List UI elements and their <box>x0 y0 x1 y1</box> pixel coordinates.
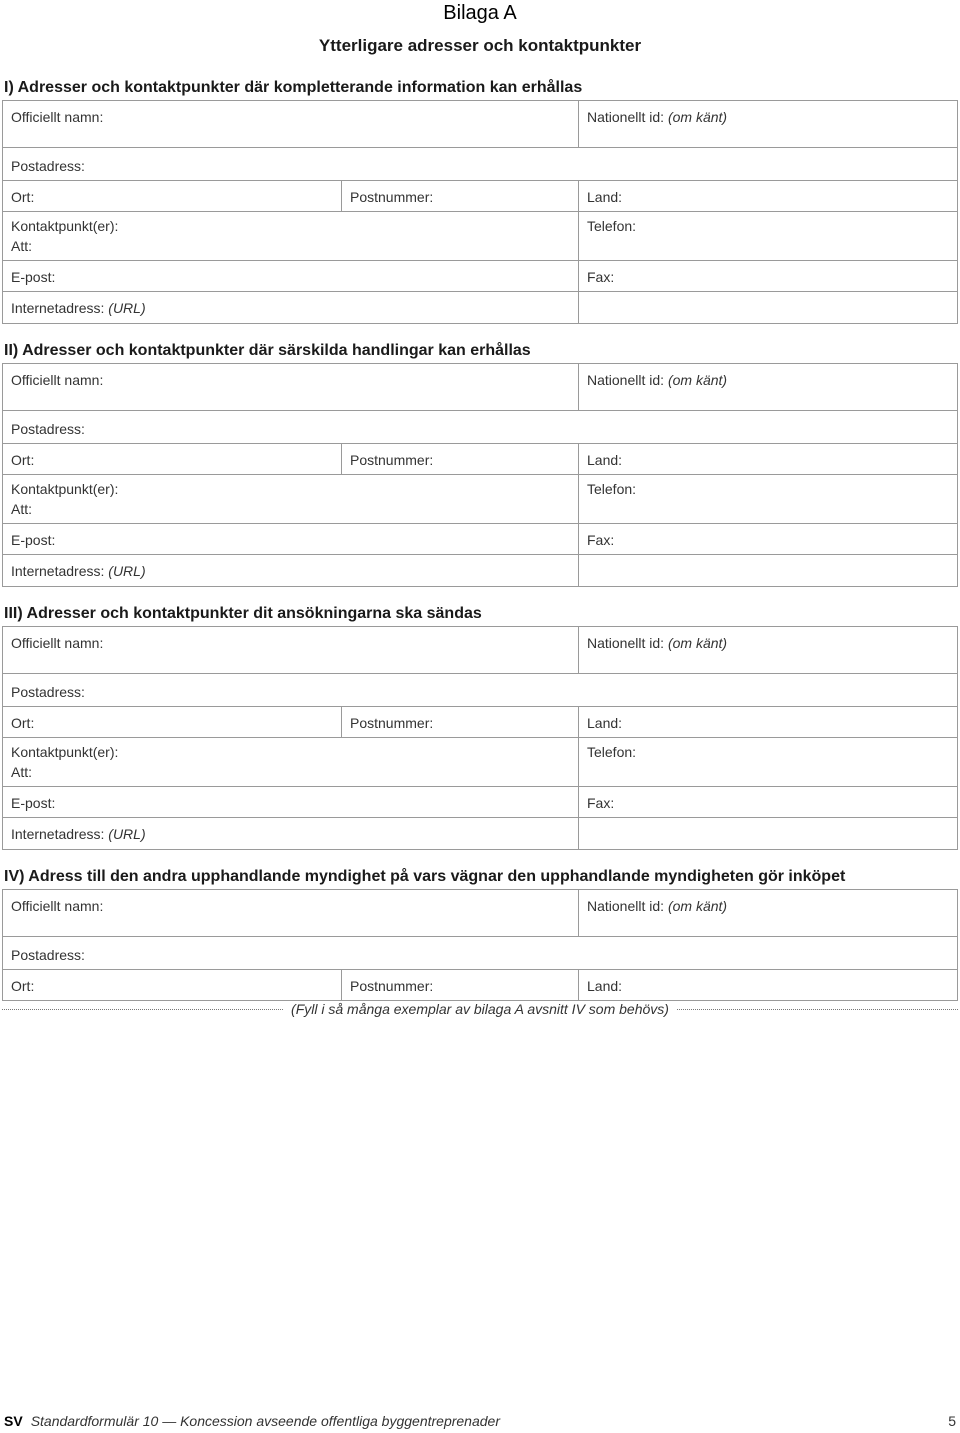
field-label: Land: <box>587 978 623 994</box>
postadress-field[interactable] <box>3 411 957 443</box>
row-postadress <box>3 411 957 444</box>
row-url <box>3 292 957 324</box>
field-label: Ort: <box>11 715 35 731</box>
page-number: 5 <box>948 1413 956 1429</box>
address-form <box>2 889 958 1001</box>
field-label: Nationellt id: <box>587 635 665 651</box>
field-label: Nationellt id: <box>587 898 665 914</box>
field-label: Att: <box>11 238 33 254</box>
address-form <box>2 100 958 324</box>
postnummer-field[interactable] <box>341 444 578 474</box>
postnummer-field[interactable] <box>341 707 578 737</box>
field-label: Internetadress: <box>11 826 105 842</box>
nationellt-id-field[interactable] <box>578 627 957 673</box>
nationellt-id-field[interactable] <box>578 101 957 147</box>
field-label: Fax: <box>587 532 615 548</box>
nationellt-id-field[interactable] <box>578 890 957 936</box>
officiellt-namn-field[interactable] <box>3 101 578 147</box>
row-kontakt <box>3 212 957 261</box>
row-name <box>3 364 957 411</box>
postadress-field[interactable] <box>3 937 957 969</box>
field-label: Att: <box>11 764 33 780</box>
field-label: Land: <box>587 189 623 205</box>
field-label: E-post: <box>11 532 56 548</box>
field-label: Fax: <box>587 795 615 811</box>
epost-field[interactable] <box>3 524 578 554</box>
page-subtitle: Ytterligare adresser och kontaktpunkter <box>318 36 642 55</box>
empty-cell <box>578 292 957 323</box>
field-label: Kontaktpunkt(er): <box>11 481 119 497</box>
row-name <box>3 101 957 148</box>
fax-field[interactable] <box>578 261 957 291</box>
field-label: Ort: <box>11 189 35 205</box>
section-heading: II) Adresser och kontaktpunkter där särskilda handlingar kan erhållas <box>4 342 531 359</box>
dotted-divider-right <box>677 1009 958 1010</box>
ort-field[interactable] <box>3 707 341 737</box>
section-heading: IV) Adress till den andra upphandlande myndighet på vars vägnar den upphandlande myndigheten gör inköpet <box>4 868 846 885</box>
section-iv <box>2 865 958 1001</box>
section-iii <box>2 602 958 850</box>
field-label: Officiellt namn: <box>11 898 104 914</box>
epost-field[interactable] <box>3 261 578 291</box>
land-field[interactable] <box>578 707 957 737</box>
field-label: Internetadress: <box>11 563 105 579</box>
field-hint: (URL) <box>108 826 146 842</box>
telefon-field[interactable] <box>578 738 957 786</box>
form-title: Standardformulär 10 — Koncession avseende offentliga byggentreprenader <box>30 1413 500 1429</box>
page-title: Bilaga A <box>443 2 517 24</box>
page-footer <box>4 1410 958 1432</box>
dotted-divider-left <box>2 1009 283 1010</box>
telefon-field[interactable] <box>578 475 957 523</box>
field-label: Postadress: <box>11 158 85 174</box>
field-hint: (om känt) <box>667 372 728 388</box>
field-label: Officiellt namn: <box>11 109 104 125</box>
row-name <box>3 890 957 937</box>
field-label: Kontaktpunkt(er): <box>11 218 119 234</box>
row-epost <box>3 787 957 818</box>
field-label: Land: <box>587 715 623 731</box>
row-epost <box>3 261 957 292</box>
officiellt-namn-field[interactable] <box>3 627 578 673</box>
field-label: Ort: <box>11 452 35 468</box>
field-hint: (om känt) <box>667 635 728 651</box>
ort-field[interactable] <box>3 444 341 474</box>
row-name <box>3 627 957 674</box>
postnummer-field[interactable] <box>341 181 578 211</box>
internetadress-field[interactable] <box>3 292 578 323</box>
address-form <box>2 363 958 587</box>
internetadress-field[interactable] <box>3 818 578 849</box>
field-hint: (URL) <box>108 300 146 316</box>
language-code: SV <box>4 1413 23 1429</box>
ort-field[interactable] <box>3 181 341 211</box>
field-label: Postadress: <box>11 684 85 700</box>
row-ort <box>3 707 957 738</box>
repeat-note <box>2 996 958 1022</box>
field-label: Officiellt namn: <box>11 635 104 651</box>
field-label: Postnummer: <box>350 189 434 205</box>
field-label: E-post: <box>11 269 56 285</box>
row-kontakt <box>3 475 957 524</box>
field-label: Kontaktpunkt(er): <box>11 744 119 760</box>
row-postadress <box>3 674 957 707</box>
row-url <box>3 555 957 587</box>
field-label: Nationellt id: <box>587 109 665 125</box>
kontaktpunkt-field[interactable] <box>3 212 578 260</box>
officiellt-namn-field[interactable] <box>3 364 578 410</box>
land-field[interactable] <box>578 181 957 211</box>
row-postadress <box>3 148 957 181</box>
kontaktpunkt-field[interactable] <box>3 475 578 523</box>
row-postadress <box>3 937 957 970</box>
officiellt-namn-field[interactable] <box>3 890 578 936</box>
field-label: Telefon: <box>587 481 637 497</box>
row-url <box>3 818 957 850</box>
field-label: Nationellt id: <box>587 372 665 388</box>
field-label: Land: <box>587 452 623 468</box>
row-epost <box>3 524 957 555</box>
epost-field[interactable] <box>3 787 578 817</box>
field-hint: (om känt) <box>667 898 728 914</box>
address-form <box>2 626 958 850</box>
kontaktpunkt-field[interactable] <box>3 738 578 786</box>
field-label: Postnummer: <box>350 978 434 994</box>
field-label: Postadress: <box>11 947 85 963</box>
land-field[interactable] <box>578 444 957 474</box>
field-label: Internetadress: <box>11 300 105 316</box>
field-label: Postnummer: <box>350 452 434 468</box>
field-label: E-post: <box>11 795 56 811</box>
field-label: Att: <box>11 501 33 517</box>
field-label: Telefon: <box>587 218 637 234</box>
fax-field[interactable] <box>578 524 957 554</box>
fax-field[interactable] <box>578 787 957 817</box>
empty-cell <box>578 555 957 586</box>
postadress-field[interactable] <box>3 674 957 706</box>
telefon-field[interactable] <box>578 212 957 260</box>
row-kontakt <box>3 738 957 787</box>
section-heading: III) Adresser och kontaktpunkter dit ansökningarna ska sändas <box>4 605 482 622</box>
field-label: Officiellt namn: <box>11 372 104 388</box>
postadress-field[interactable] <box>3 148 957 180</box>
field-label: Postadress: <box>11 421 85 437</box>
repeat-note-text: (Fyll i så många exemplar av bilaga A avsnitt IV som behövs) <box>291 1001 669 1017</box>
empty-cell <box>578 818 957 849</box>
field-label: Ort: <box>11 978 35 994</box>
section-ii <box>2 339 958 587</box>
internetadress-field[interactable] <box>3 555 578 586</box>
field-hint: (om känt) <box>667 109 728 125</box>
row-ort <box>3 181 957 212</box>
field-hint: (URL) <box>108 563 146 579</box>
field-label: Telefon: <box>587 744 637 760</box>
section-heading: I) Adresser och kontaktpunkter där kompletterande information kan erhållas <box>4 79 583 96</box>
row-ort <box>3 444 957 475</box>
field-label: Postnummer: <box>350 715 434 731</box>
nationellt-id-field[interactable] <box>578 364 957 410</box>
section-i <box>2 76 958 324</box>
field-label: Fax: <box>587 269 615 285</box>
